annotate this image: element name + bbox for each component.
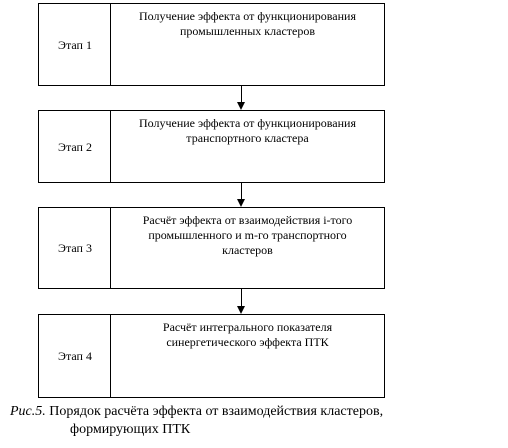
- caption-line-2: формирующих ПТК: [70, 422, 191, 437]
- stage-3-label: Этап 3: [58, 241, 92, 255]
- stage-2-text: [111, 116, 384, 146]
- stage-2-label-cell: [39, 111, 111, 182]
- stage-4-text-line-1: Расчёт интегрального показателя: [162, 320, 333, 334]
- stage-4-label: Этап 4: [58, 349, 92, 363]
- stage-4-text-line-2: синергетического эффекта ПТК: [166, 335, 329, 349]
- stage-4-text: [111, 320, 384, 350]
- arrow-2-line: [241, 183, 242, 199]
- arrow-3-head: [237, 306, 245, 314]
- stage-3-text-line-2: промышленного и m-го транспортного: [148, 228, 347, 242]
- arrow-1-line: [241, 86, 242, 102]
- arrow-3-to-4: [237, 289, 246, 314]
- stage-3-box: [38, 207, 385, 289]
- stage-2-text-line-1: Получение эффекта от функционирования: [138, 116, 356, 130]
- stage-1-box: [38, 3, 385, 86]
- stage-3-text-line-1: Расчёт эффекта от взаимодействия i-того: [142, 213, 353, 227]
- arrow-1-to-2: [237, 86, 246, 110]
- stage-1-label: Этап 1: [58, 37, 92, 52]
- stage-3-text-line-3: кластеров: [222, 243, 273, 257]
- arrow-2-to-3: [237, 183, 246, 207]
- stage-3-label-cell: [39, 208, 111, 288]
- figure-caption: [10, 403, 490, 439]
- stage-2-label: Этап 2: [58, 139, 92, 154]
- arrow-1-head: [237, 102, 245, 110]
- arrow-3-line: [241, 289, 242, 306]
- caption-line-1: [10, 403, 490, 421]
- stage-1-text-line-2: промышленных кластеров: [179, 24, 316, 38]
- stage-4-label-cell: [39, 315, 111, 397]
- stage-1-text-line-1: Получение эффекта от функционирования: [138, 9, 356, 23]
- arrow-2-head: [237, 199, 245, 207]
- caption-prefix: Рис.5.: [10, 404, 46, 419]
- stage-3-text: [111, 213, 384, 258]
- caption-text-1: Порядок расчёта эффекта от взаимодействия кластеров,: [49, 404, 384, 419]
- stage-4-box: [38, 314, 385, 398]
- stage-1-label-cell: [39, 4, 111, 85]
- stage-2-box: [38, 110, 385, 183]
- stage-1-text: [111, 9, 384, 39]
- stage-2-text-line-2: транспортного кластера: [186, 131, 309, 145]
